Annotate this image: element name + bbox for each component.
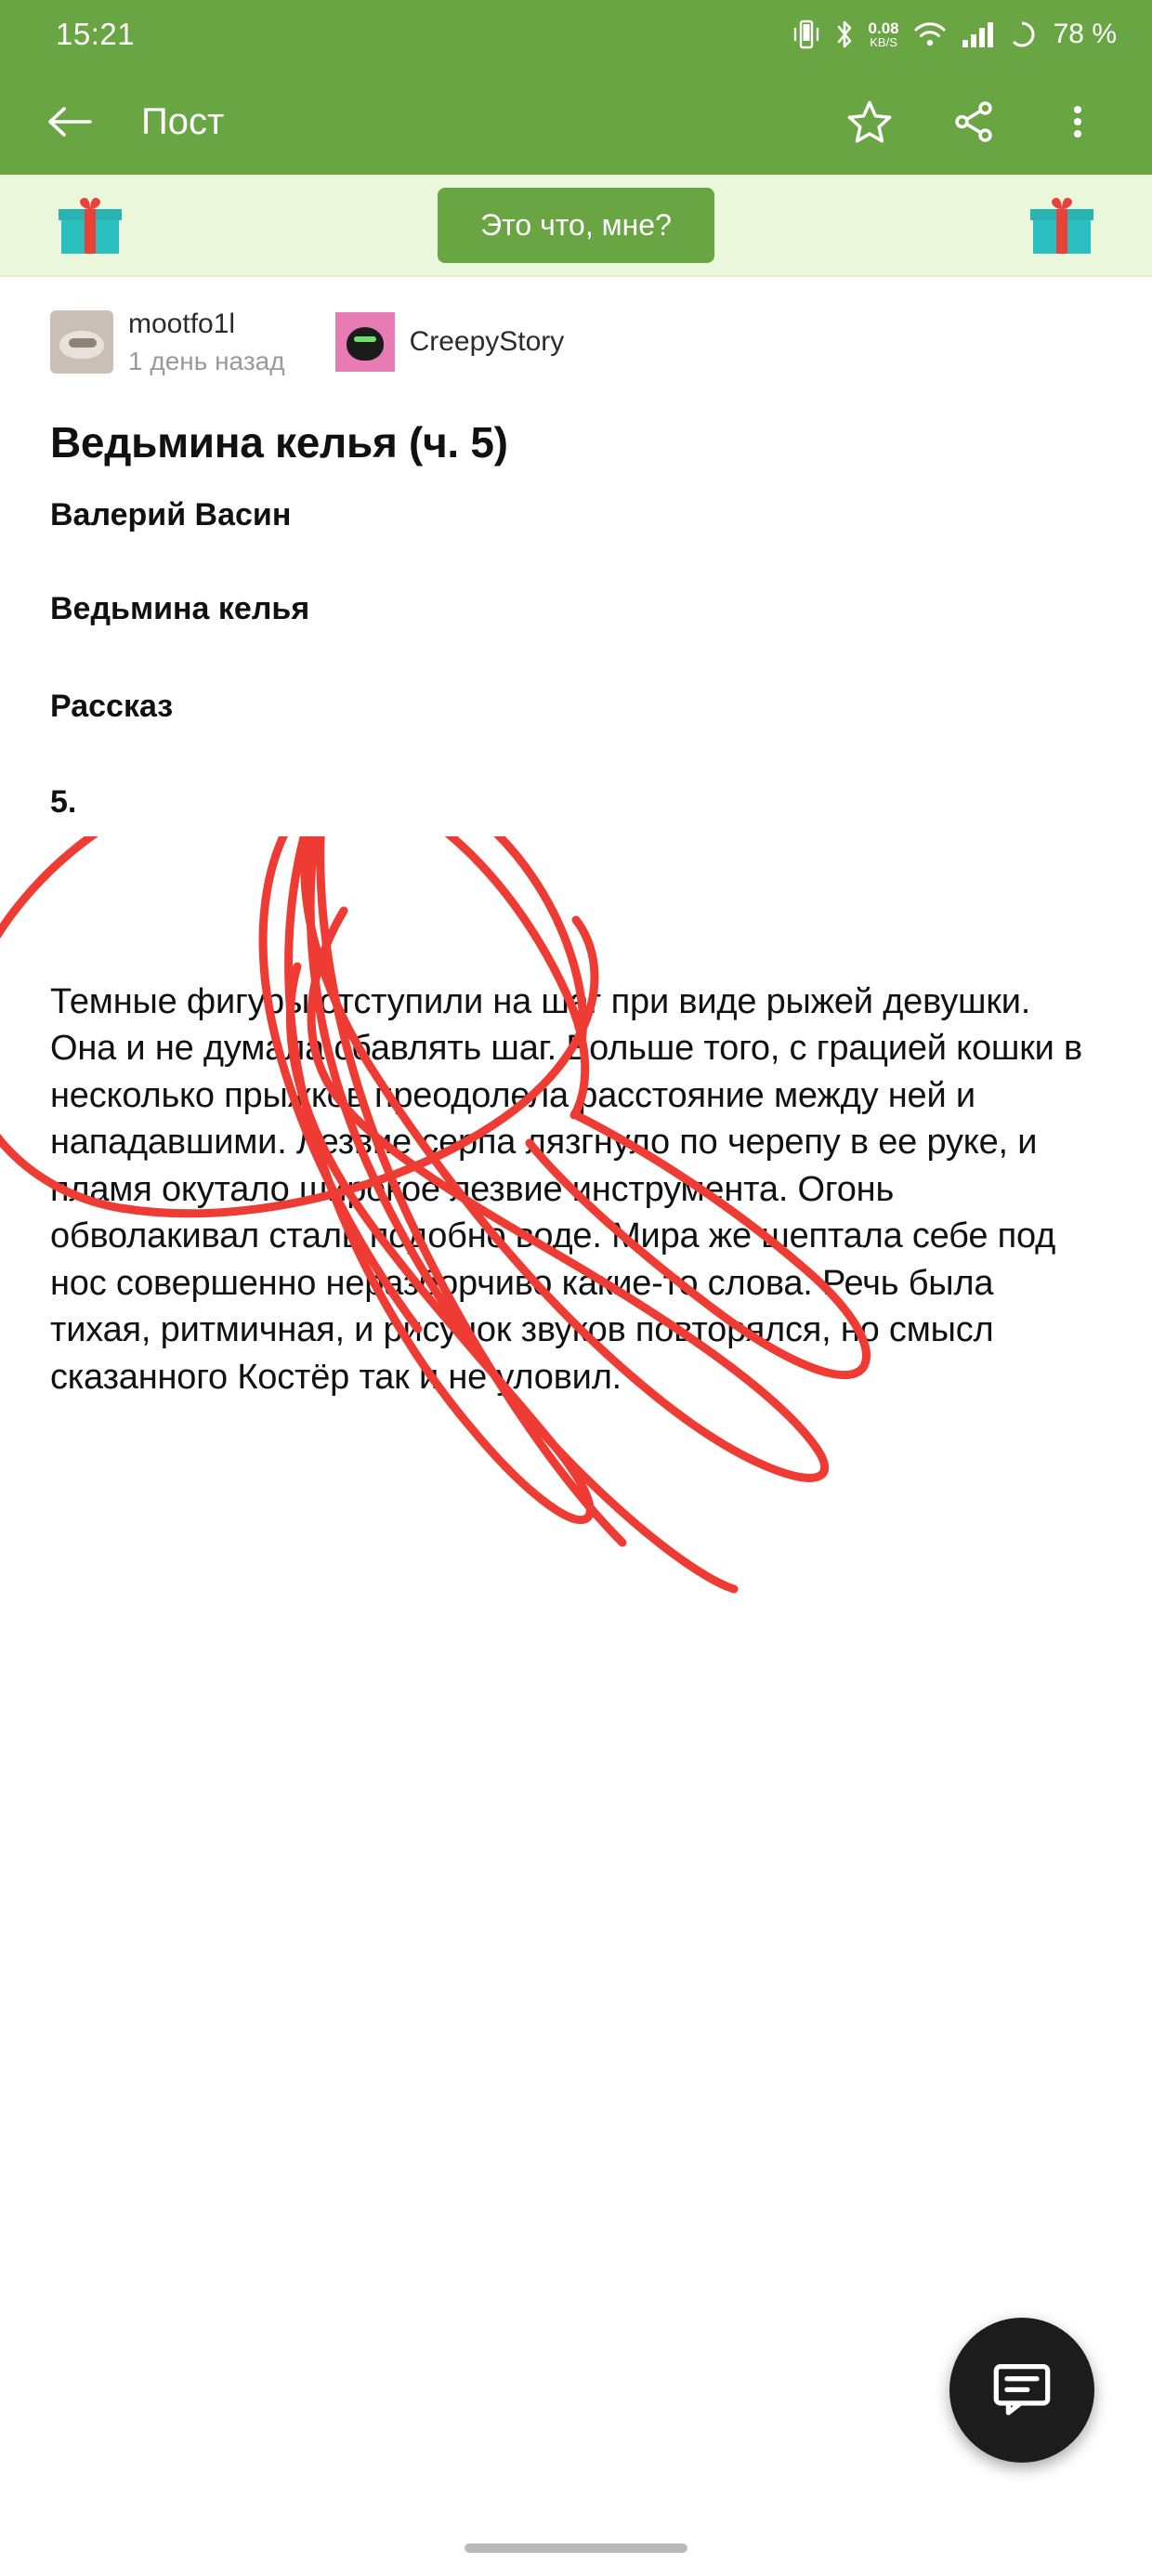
system-nav-bar [0, 2520, 1152, 2576]
gift-icon [1028, 191, 1096, 259]
back-arrow-icon[interactable] [37, 89, 102, 154]
gift-icon [56, 191, 124, 259]
share-icon[interactable] [948, 96, 1000, 148]
status-time: 15:21 [56, 17, 136, 51]
status-bar [0, 0, 1152, 69]
app-bar-actions [844, 96, 1104, 148]
comments-icon [989, 2356, 1054, 2425]
battery-percent: 78 % [1053, 19, 1117, 49]
signal-icon [961, 20, 994, 49]
post-section-title: Ведьмина келья [50, 590, 310, 626]
net-speed-value: 0.08 [868, 20, 899, 37]
net-speed-unit: KB/S [870, 35, 897, 49]
community-block[interactable] [335, 312, 565, 372]
promo-button[interactable]: Это что, мне? [438, 188, 714, 263]
home-gesture-pill[interactable] [465, 2543, 687, 2553]
comments-fab-button[interactable] [949, 2318, 1094, 2463]
author-username[interactable]: mootfo1l [128, 309, 236, 339]
post-title: Ведьмина келья (ч. 5) [50, 417, 508, 467]
bluetooth-icon [833, 19, 856, 50]
community-avatar[interactable] [335, 312, 395, 372]
more-options-icon[interactable] [1052, 96, 1104, 148]
favorite-star-icon[interactable] [844, 96, 896, 148]
page-title: Пост [141, 100, 225, 142]
status-icons [792, 19, 1117, 50]
post-section-number: 5. [50, 783, 77, 820]
community-name[interactable]: CreepyStory [409, 326, 565, 358]
post-section-kind: Рассказ [50, 688, 174, 724]
author-block[interactable] [128, 309, 285, 376]
app-bar [0, 69, 1152, 175]
post-timestamp: 1 день назад [128, 346, 285, 375]
post-byline: Валерий Васин [50, 496, 292, 532]
wifi-icon [912, 20, 948, 49]
network-speed-icon [869, 20, 899, 48]
post-container [0, 277, 1152, 1400]
avatar[interactable] [50, 310, 113, 374]
post-body: Темные фигуры отступили на шаг при виде рыжей девушки. Она и не думала сбавлять шаг. Больше того, с грацией кошки в несколько прыжков преодолела расстояние между ней и нападавшими. Лезвие серпа лязгнуло по черепу в ее руке, и пламя окутало широкое лезвие инструмента. Огонь обволакивал сталь подобно воде. Мира же шептала себе под нос совершенно неразборчиво какие-то слова. Речь была тихая, ритмичная, и рисунок звуков повторялся, но смысл сказанного Костёр так и не уловил. [50, 981, 1083, 1397]
battery-icon [1007, 20, 1037, 49]
post-meta [50, 309, 1102, 376]
promo-banner [0, 175, 1152, 277]
vibrate-icon [792, 19, 820, 50]
